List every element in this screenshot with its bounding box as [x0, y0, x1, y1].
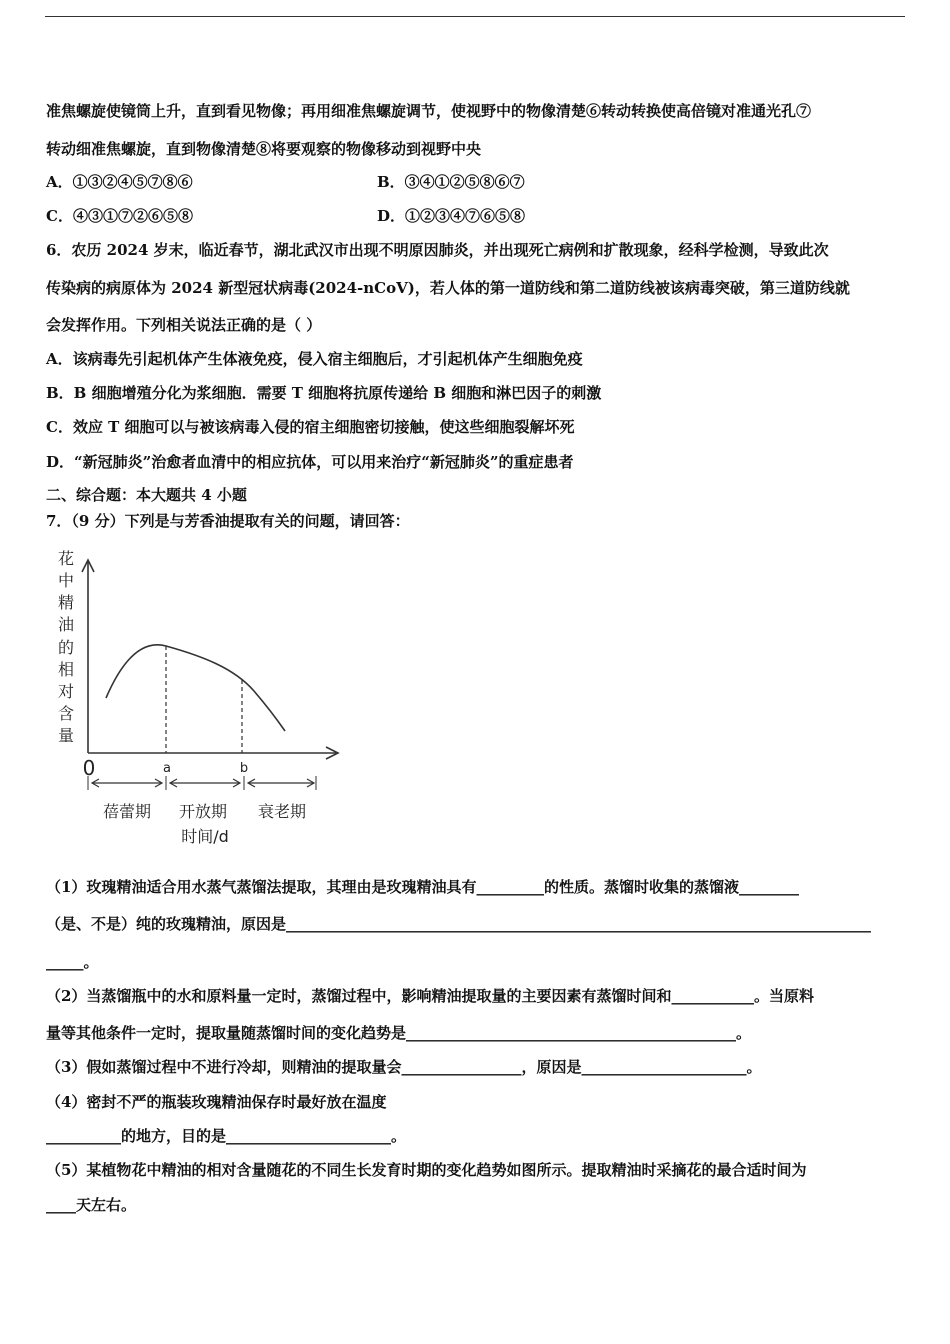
q7-part1-line-1: （1）玫瑰精油适合用水蒸气蒸馏法提取，其理由是玫瑰精油具有_________的性质。蒸馏时收集的蒸馏液________ [46, 878, 799, 896]
y-label-char: 花 [57, 549, 75, 568]
q6-stem-line-2: 传染病的病原体为 2024 新型冠状病毒(2024-nCoV)，若人体的第一道防线和第二道防线被该病毒突破，第三道防线就 [46, 279, 850, 297]
q6-stem-line-3: 会发挥作用。下列相关说法正确的是（ ） [46, 316, 322, 334]
stage-label-bud: 蓓蕾期 [102, 802, 152, 821]
q6-option-a: A．该病毒先引起机体产生体液免疫，侵入宿主细胞后，才引起机体产生细胞免疫 [46, 350, 583, 368]
tick-label-a: a [163, 761, 171, 776]
period-arrows [92, 779, 314, 787]
q6-option-d: D．“新冠肺炎”治愈者血清中的相应抗体，可以用来治疗“新冠肺炎”的重症患者 [46, 453, 574, 471]
q6-stem-line-1: 6．农历 2024 岁末，临近春节，湖北武汉市出现不明原因肺炎，并出现死亡病例和扩散现象，经科学检测，导致此次 [46, 241, 829, 259]
q7-stem: 7．（9 分）下列是与芳香油提取有关的问题，请回答： [46, 512, 410, 530]
q7-part5-line-2: ____天左右。 [46, 1196, 137, 1214]
q7-part2-line-1: （2）当蒸馏瓶中的水和原料量一定时，蒸馏过程中，影响精油提取量的主要因素有蒸馏时间和___________。当原料 [46, 987, 814, 1005]
section-title: 二、综合题：本大题共 4 小题 [46, 486, 247, 504]
q5-text-line-2: 转动细准焦螺旋，直到物像清楚⑧将要观察的物像移动到视野中央 [46, 140, 482, 158]
q6-option-b: B．B 细胞增殖分化为浆细胞．需要 T 细胞将抗原传递给 B 细胞和淋巴因子的刺激 [46, 384, 602, 402]
q7-part4-line-1: （4）密封不严的瓶装玫瑰精油保存时最好放在温度 [46, 1093, 387, 1111]
y-label-char: 对 [57, 682, 75, 701]
q5-option-d: D．①②③④⑦⑥⑤⑧ [377, 207, 526, 225]
q7-part1-line-2: （是、不是）纯的玫瑰精油，原因是______________________________________________________________________________ [46, 915, 872, 933]
y-label-char: 相 [57, 660, 75, 679]
stage-label-bloom: 开放期 [178, 802, 228, 821]
q6-option-c: C．效应 T 细胞可以与被该病毒入侵的宿主细胞密切接触，使这些细胞裂解坏死 [46, 418, 575, 436]
q5-text-line-1: 准焦螺旋使镜筒上升，直到看见物像；再用细准焦螺旋调节，使视野中的物像清楚⑥转动转换使高倍镜对准通光孔⑦ [46, 102, 812, 120]
tick-label-b: b [239, 761, 249, 776]
q5-option-c: C．④③①⑦②⑥⑤⑧ [46, 207, 193, 225]
header-rule [45, 16, 905, 17]
y-label-char: 精 [57, 593, 75, 612]
y-label-char: 量 [57, 726, 75, 745]
y-label-char: 的 [57, 638, 75, 657]
q5-option-a: A．①③②④⑤⑦⑧⑥ [46, 173, 193, 191]
x-axis-label: 时间/d [181, 827, 229, 846]
q7-part3: （3）假如蒸馏过程中不进行冷却，则精油的提取量会________________，原因是______________________。 [46, 1058, 762, 1076]
essential-oil-diagram [52, 540, 352, 850]
q7-part4-line-2: __________的地方，目的是______________________。 [46, 1127, 407, 1145]
origin-label: 0 [82, 756, 96, 780]
y-label-char: 油 [57, 615, 75, 634]
y-label-char: 含 [57, 704, 75, 723]
q5-option-b: B．③④①②⑤⑧⑥⑦ [377, 173, 525, 191]
q7-part5-line-1: （5）某植物花中精油的相对含量随花的不同生长发育时期的变化趋势如图所示。提取精油时采摘花的最合适时间为 [46, 1161, 807, 1179]
y-label-char: 中 [57, 571, 75, 590]
q7-part2-line-2: 量等其他条件一定时，提取量随蒸馏时间的变化趋势是____________________________________________。 [46, 1024, 752, 1042]
stage-label-senescence: 衰老期 [257, 802, 307, 821]
oil-content-curve [106, 645, 285, 731]
q7-part1-line-3: _____。 [46, 953, 99, 971]
